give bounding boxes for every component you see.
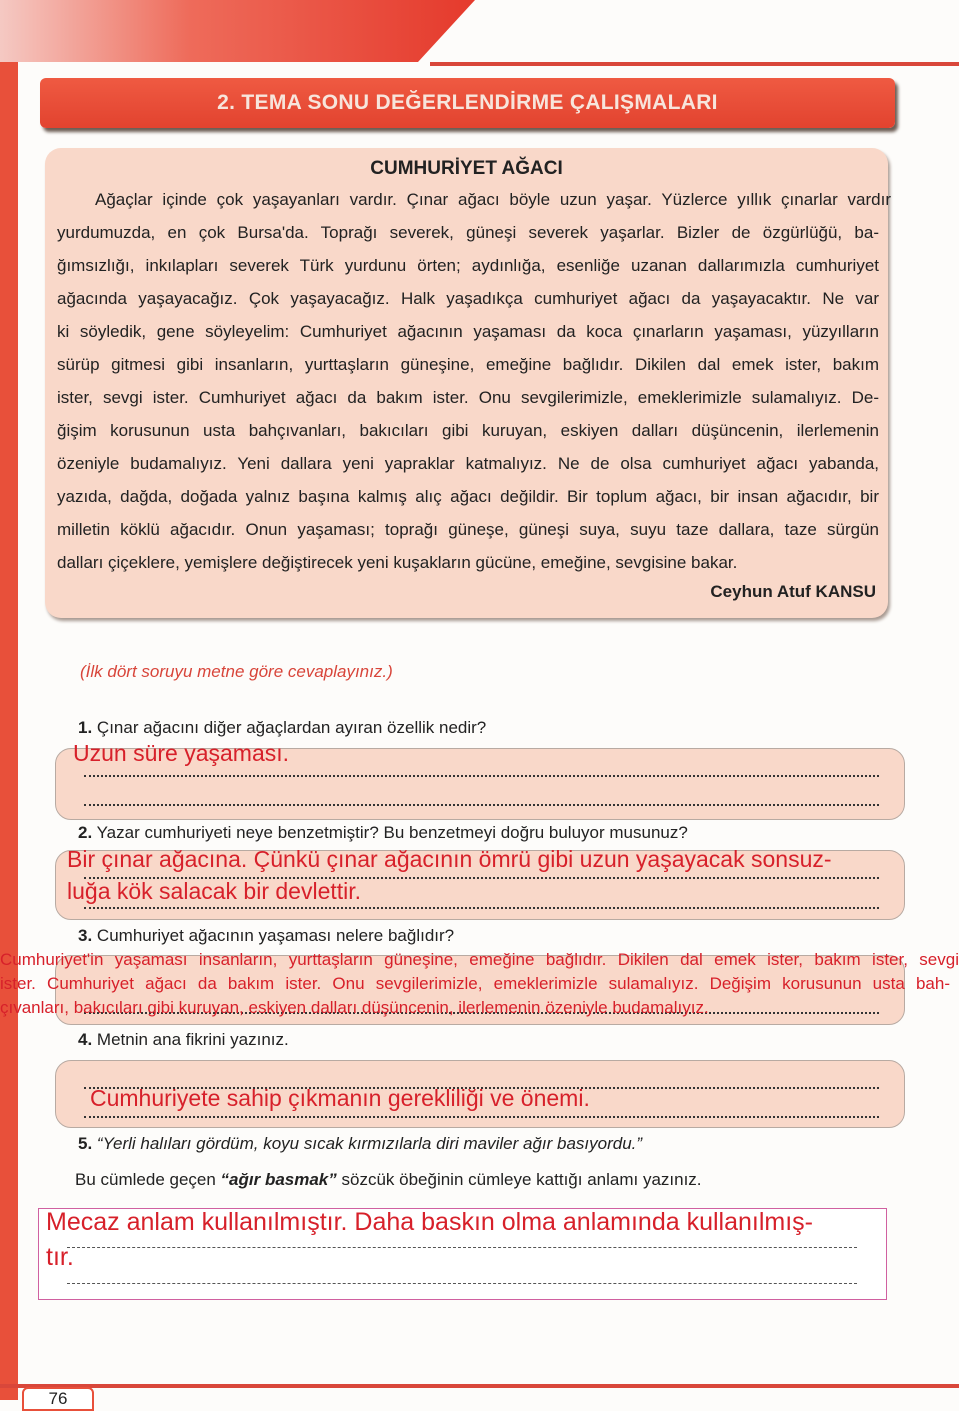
passage-author: Ceyhun Atuf KANSU bbox=[710, 582, 876, 601]
answer-4: Cumhuriyete sahip çıkmanın gerekliliği ve önemi. bbox=[90, 1085, 590, 1111]
answer-3-line: ister. Cumhuriyet ağacı da bakım ister. Onu sevgilerimizle, emeklerimizle sulamalıyız. Değişim korusunun usta bah- bbox=[0, 974, 950, 993]
passage-line: yurdumuzda, en çok Bursa'da. Toprağı severek, güneşi severek yaşarlar. Bizler de özgürlüğü, ba- bbox=[57, 223, 879, 242]
footer-rule bbox=[0, 1384, 959, 1388]
left-margin-stripe bbox=[0, 0, 18, 1400]
question-5-prompt: Bu cümlede geçen “ağır basmak” sözcük öbeğinin cümleye kattığı anlamı yazınız. bbox=[75, 1170, 702, 1189]
question-3: 3. Cumhuriyet ağacının yaşaması nelere bağlıdır? bbox=[78, 926, 455, 945]
answer-5-line: tır. bbox=[46, 1243, 74, 1271]
passage-line: sürüp gitmesi gibi insanların, yurttaşların güneşine, emeğine bağlıdır. Dikilen dal emek ister, bakım bbox=[57, 355, 879, 374]
passage-line: ki söyledik, gene söyleyelim: Cumhuriyet ağacının yaşaması da koca çınarların yaşaması, yüzyılların bbox=[57, 322, 879, 341]
passage-line: ağacında yaşayacağız. Çok yaşayacağız. Halk yaşadıkça cumhuriyet ağacı da yaşayacaktır. Ne var bbox=[57, 289, 879, 308]
instruction-text: (İlk dört soruyu metne göre cevaplayınız.) bbox=[80, 662, 393, 681]
answer-3-line: Cumhuriyet'in yaşaması insanların, yurttaşların güneşine, emeğine bağlıdır. Dikilen dal emek ister, bakım ister, sevgi bbox=[0, 950, 959, 969]
reading-passage bbox=[45, 148, 891, 618]
top-rule bbox=[430, 62, 959, 66]
passage-line: ister, sevgi ister. Cumhuriyet ağacı da bakım ister. Onu sevgilerimizle, emeklerimizle sulamalıyız. De- bbox=[57, 388, 879, 407]
page-number: 76 bbox=[22, 1387, 94, 1411]
answer-2-line: Bir çınar ağacına. Çünkü çınar ağacının ömrü gibi uzun yaşayacak sonsuz- bbox=[67, 846, 832, 872]
passage-line: Ağaçlar içinde çok yaşayanları vardır. Çınar ağacı böyle uzun yaşar. Yüzlerce yıllık çınarlar vardır bbox=[95, 190, 891, 209]
section-title: 2. TEMA SONU DEĞERLENDİRME ÇALIŞMALARI bbox=[217, 91, 718, 114]
passage-line: yazıda, dağda, doğada yalnız başına kalmış alıç ağacı değildir. Bir toplum ağacı, bir insan ağacıdır, bir bbox=[57, 487, 879, 506]
answer-1: Uzun süre yaşaması. bbox=[73, 740, 290, 766]
answer-3-line: çıvanları, bakıcıları gibi kuruyan, eskiyen dalları düşüncenin, ilerlemenin özeniyle budamalıyız. bbox=[0, 998, 709, 1017]
question-2: 2. Yazar cumhuriyeti neye benzetmiştir? Bu benzetmeyi doğru buluyor musunuz? bbox=[78, 823, 688, 842]
answer-5-line: Mecaz anlam kullanılmıştır. Daha baskın olma anlamında kullanılmış- bbox=[46, 1208, 813, 1236]
passage-line: ğımsızlığı, inkılapları severek Türk yurdunu örten; aydınlığa, esenliğe uzanan dallarımızla cumhuriyet bbox=[57, 256, 879, 275]
passage-line: ğişim korusunun usta bahçıvanları, bakıcıları gibi kuruyan, eskiyen dalları düşüncenin, ilerlemenin bbox=[57, 421, 879, 440]
top-decoration bbox=[0, 0, 475, 62]
passage-line: özeniyle budamalıyız. Yeni dallara yeni yapraklar katmalıyız. Ne de olsa cumhuriyet ağacı yabanda, bbox=[57, 454, 879, 473]
section-header bbox=[40, 78, 895, 128]
question-4: 4. Metnin ana fikrini yazınız. bbox=[78, 1030, 289, 1049]
passage-line: milletin köklü ağacıdır. Onun yaşaması; toprağı güneşe, güneşi suya, suyu taze dallara, taze sürgün bbox=[57, 520, 879, 539]
question-1: 1. Çınar ağacını diğer ağaçlardan ayıran özellik nedir? bbox=[78, 718, 487, 737]
passage-title: CUMHURİYET AĞACI bbox=[370, 158, 563, 179]
answer-2-line: luğa kök salacak bir devlettir. bbox=[67, 878, 362, 904]
question-5: 5. “Yerli halıları gördüm, koyu sıcak kırmızılarla diri maviler ağır basıyordu.” bbox=[78, 1134, 643, 1153]
passage-line: dalları çiçeklere, yemişlere değiştirecek yeni kuşakların gücüne, emeğine, sevgisine bakar. bbox=[57, 553, 738, 572]
